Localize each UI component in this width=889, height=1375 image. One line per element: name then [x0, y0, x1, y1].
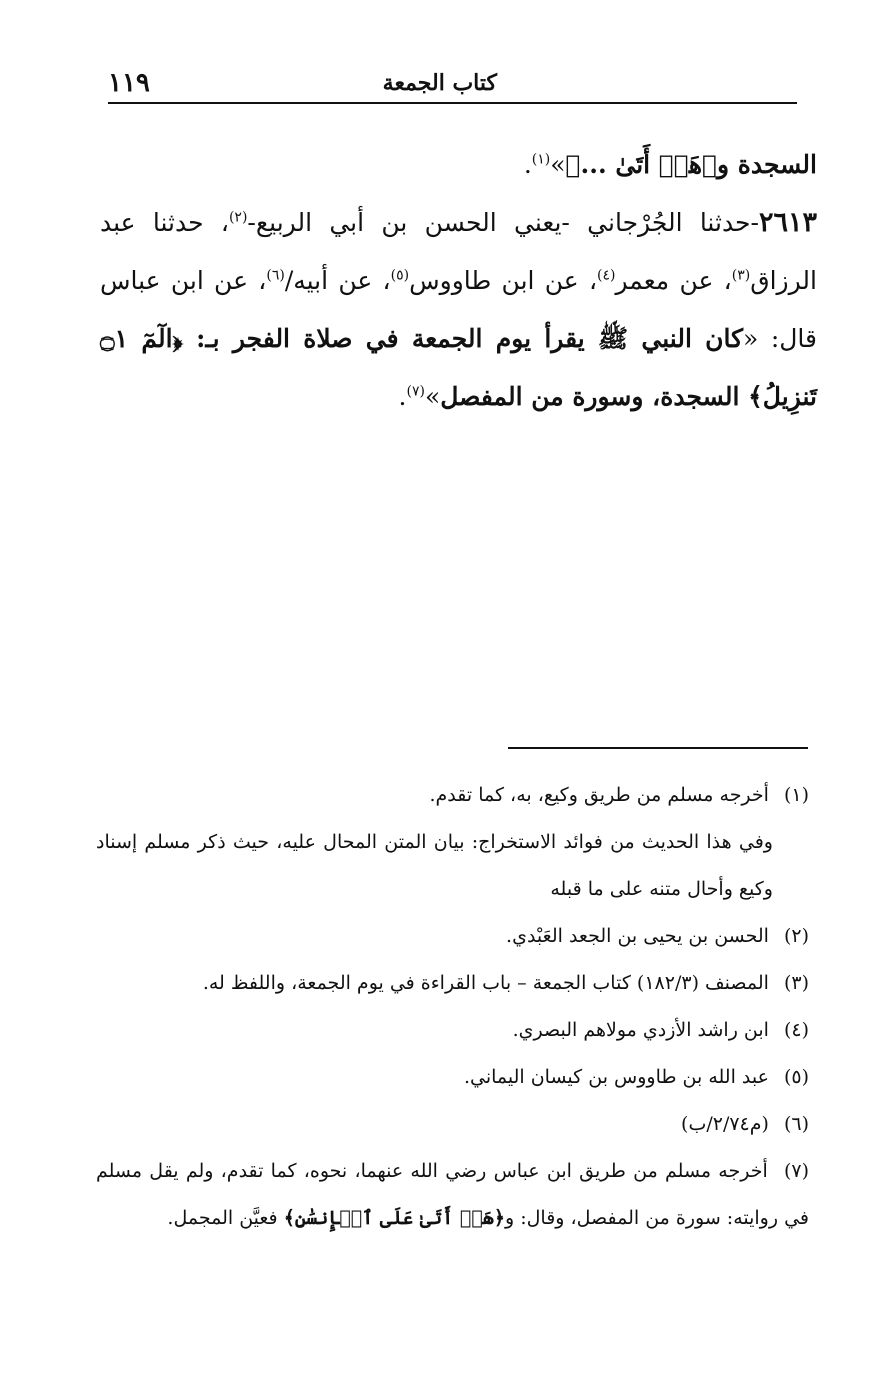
- footnote-mark: (٦): [783, 1113, 809, 1135]
- footnote-text: أخرجه مسلم من طريق ابن عباس رضي الله عنهما، نحوه، كما تقدم، ولم يقل مسلم في روايته: سورة من المفصل، وقال: و: [96, 1160, 809, 1229]
- footnote-mark: (٣): [783, 972, 809, 994]
- hadith-number: ٢٦١٣: [758, 207, 817, 238]
- footnote-4: [96, 1007, 809, 1054]
- footnote-3: [96, 960, 809, 1007]
- footnote-text: عبد الله بن طاووس بن كيسان اليماني.: [463, 1066, 769, 1088]
- footnote-ref-7: (٧): [406, 383, 425, 400]
- header-rule: [108, 102, 797, 104]
- sentence-end: .: [523, 150, 532, 179]
- hadith-paragraph: [100, 194, 817, 426]
- footnote-ref-2: (٢): [228, 209, 248, 226]
- continuation-text: السجدة و: [717, 150, 817, 179]
- footnote-ref-3: (٣): [731, 267, 751, 284]
- footnote-mark: (٥): [783, 1066, 809, 1088]
- continuation-line: [100, 136, 817, 194]
- footnote-mark: (٢): [783, 925, 809, 947]
- footnote-6: [96, 1101, 809, 1148]
- page-number: ١١٩: [108, 68, 150, 98]
- isnad-part-1: -حدثنا الجُرْجاني -يعني الحسن بن أبي الربيع-: [247, 208, 759, 237]
- matn-text: كان النبي ﷺ يقرأ يوم الجمعة في صلاة الفجر بـ:: [182, 324, 744, 353]
- footnote-mark: (١): [783, 784, 809, 806]
- footnote-5: [96, 1054, 809, 1101]
- quote-close-2: »: [424, 382, 441, 411]
- footnote-ref-5: (٥): [390, 267, 410, 284]
- footnote-tail: فعيَّن المجمل.: [167, 1207, 284, 1229]
- footnotes: [96, 772, 809, 1242]
- isnad-part-2: ، حدثنا عبد الرزاق: [100, 208, 817, 295]
- footnote-rule: [508, 747, 808, 749]
- footnote-text: المصنف (١٨٢/٣) كتاب الجمعة – باب القراءة في يوم الجمعة، واللفظ له.: [202, 972, 769, 994]
- main-text: [100, 136, 817, 426]
- isnad-part-6: ، عن ابن عباس قال: «: [100, 266, 817, 353]
- isnad-part-4: ، عن ابن طاووس: [409, 266, 598, 295]
- quran-verse-ref: ﴿هَلۡ أَتَىٰ ...﴾: [565, 150, 717, 179]
- footnote-7: [96, 1148, 809, 1242]
- running-head: [108, 68, 797, 102]
- footnote-1: [96, 772, 809, 819]
- isnad-part-5: ، عن أبيه/: [284, 266, 391, 295]
- footnote-text: الحسن بن يحيى بن الجعد العَبْدي.: [506, 925, 769, 947]
- quran-verse-alif-lam-mim: ﴿الٓمٓ ۝١ تَنزِيلُ﴾: [100, 324, 817, 411]
- footnote-1-continuation: وفي هذا الحديث من فوائد الاستخراج: بيان المتن المحال عليه، حيث ذكر مسلم إسناد وكيع وأحال متنه على ما قبله: [96, 831, 773, 900]
- footnote-text: (م٢/٧٤/ب): [681, 1113, 769, 1135]
- footnote-ref-1: (١): [531, 151, 551, 168]
- footnote-mark: (٤): [783, 1019, 809, 1041]
- matn-tail: السجدة، وسورة من المفصل: [440, 382, 749, 411]
- sentence-end-2: .: [398, 382, 407, 411]
- quran-verse-hal-ata: ﴿هَلۡ أَتَىٰ عَلَى ٱلۡإِنسَٰنِ﴾: [283, 1207, 505, 1229]
- footnote-2: [96, 913, 809, 960]
- footnote-mark: (٧): [783, 1160, 809, 1182]
- footnote-text: ابن راشد الأزدي مولاهم البصري.: [512, 1019, 769, 1041]
- isnad-part-3: ، عن معمر: [615, 266, 732, 295]
- running-title: كتاب الجمعة: [382, 70, 497, 96]
- footnote-ref-4: (٤): [597, 267, 616, 284]
- footnote-ref-6: (٦): [266, 267, 285, 284]
- quote-close: »: [550, 150, 566, 179]
- footnote-text: أخرجه مسلم من طريق وكيع، به، كما تقدم.: [429, 784, 769, 806]
